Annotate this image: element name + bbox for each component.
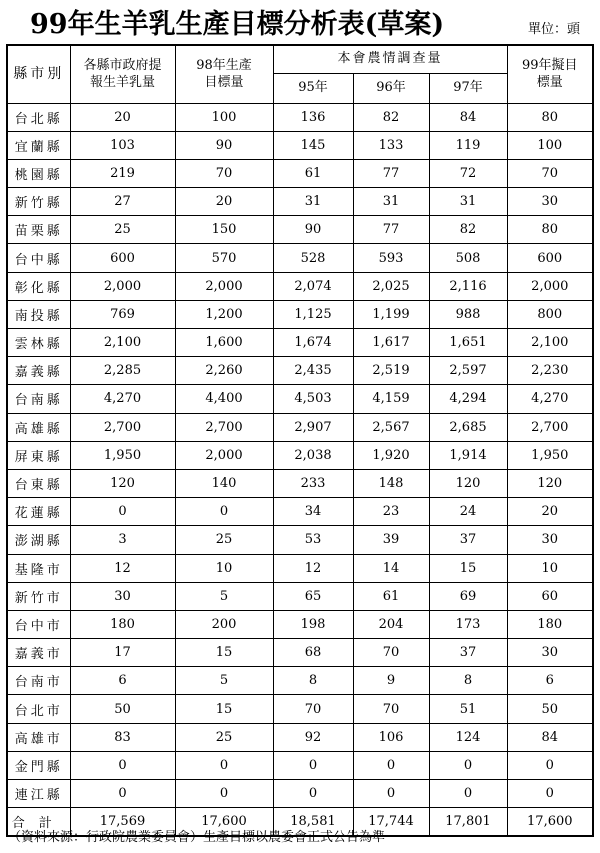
value-cell-reported: 103 (70, 131, 175, 159)
value-cell-y95: 34 (273, 498, 353, 526)
value-cell-reported: 219 (70, 159, 175, 187)
value-cell-y95: 90 (273, 216, 353, 244)
value-cell-y95: 92 (273, 723, 353, 751)
value-cell-y95: 528 (273, 244, 353, 272)
table-row (7, 582, 593, 610)
value-cell-t98: 1,200 (175, 300, 273, 328)
value-cell-y95: 0 (273, 780, 353, 808)
value-cell-reported: 12 (70, 554, 175, 582)
value-cell-t98: 10 (175, 554, 273, 582)
header-target99-text: 99年擬目標量 (522, 58, 578, 91)
county-cell: 彰化縣 (7, 272, 70, 300)
value-cell-y96: 14 (353, 554, 429, 582)
value-cell-y96: 106 (353, 723, 429, 751)
total-cell-y97: 17,801 (429, 808, 507, 836)
value-cell-reported: 20 (70, 103, 175, 131)
county-cell: 宜蘭縣 (7, 131, 70, 159)
table-row (7, 103, 593, 131)
value-cell-reported: 2,285 (70, 357, 175, 385)
value-cell-y97: 84 (429, 103, 507, 131)
value-cell-reported: 0 (70, 780, 175, 808)
value-cell-y95: 2,074 (273, 272, 353, 300)
value-cell-y96: 2,567 (353, 413, 429, 441)
value-cell-t99: 0 (507, 751, 593, 779)
value-cell-t98: 0 (175, 751, 273, 779)
value-cell-y97: 4,294 (429, 385, 507, 413)
value-cell-y97: 24 (429, 498, 507, 526)
table-row (7, 385, 593, 413)
value-cell-y97: 2,116 (429, 272, 507, 300)
value-cell-y95: 12 (273, 554, 353, 582)
unit-label: 單位：頭 (527, 22, 580, 37)
table-row (7, 498, 593, 526)
value-cell-t98: 20 (175, 188, 273, 216)
value-cell-y95: 61 (273, 159, 353, 187)
value-cell-y97: 124 (429, 723, 507, 751)
county-cell: 新竹縣 (7, 188, 70, 216)
value-cell-y97: 8 (429, 667, 507, 695)
value-cell-y95: 1,674 (273, 329, 353, 357)
value-cell-y96: 133 (353, 131, 429, 159)
value-cell-y96: 39 (353, 526, 429, 554)
value-cell-y95: 2,435 (273, 357, 353, 385)
table-row (7, 131, 593, 159)
value-cell-reported: 0 (70, 498, 175, 526)
table-row (7, 695, 593, 723)
value-cell-reported: 2,700 (70, 413, 175, 441)
value-cell-y95: 8 (273, 667, 353, 695)
value-cell-reported: 17 (70, 639, 175, 667)
table-row (7, 413, 593, 441)
value-cell-y96: 1,920 (353, 441, 429, 469)
value-cell-y97: 988 (429, 300, 507, 328)
value-cell-t98: 0 (175, 498, 273, 526)
value-cell-t99: 600 (507, 244, 593, 272)
county-cell: 澎湖縣 (7, 526, 70, 554)
value-cell-t99: 84 (507, 723, 593, 751)
value-cell-reported: 25 (70, 216, 175, 244)
table-row (7, 441, 593, 469)
county-cell: 台南市 (7, 667, 70, 695)
value-cell-t98: 2,700 (175, 413, 273, 441)
header-survey-group: 本會農情調查量 (273, 45, 507, 73)
value-cell-t99: 800 (507, 300, 593, 328)
table-row (7, 216, 593, 244)
value-cell-y96: 77 (353, 216, 429, 244)
value-cell-reported: 83 (70, 723, 175, 751)
value-cell-y95: 198 (273, 610, 353, 638)
value-cell-t99: 60 (507, 582, 593, 610)
header-y97: 97年 (429, 73, 507, 103)
value-cell-t98: 1,600 (175, 329, 273, 357)
value-cell-t98: 570 (175, 244, 273, 272)
value-cell-y97: 2,597 (429, 357, 507, 385)
value-cell-y95: 1,125 (273, 300, 353, 328)
value-cell-y97: 2,685 (429, 413, 507, 441)
value-cell-y95: 2,038 (273, 441, 353, 469)
value-cell-t99: 4,270 (507, 385, 593, 413)
county-cell: 南投縣 (7, 300, 70, 328)
value-cell-t99: 100 (507, 131, 593, 159)
data-table (6, 44, 594, 837)
value-cell-y95: 136 (273, 103, 353, 131)
table-row (7, 751, 593, 779)
table-row (7, 159, 593, 187)
value-cell-t98: 25 (175, 526, 273, 554)
title-row (0, 0, 600, 44)
header-target98 (175, 45, 273, 103)
value-cell-y96: 70 (353, 639, 429, 667)
value-cell-y95: 53 (273, 526, 353, 554)
county-cell: 花蓮縣 (7, 498, 70, 526)
value-cell-t99: 30 (507, 188, 593, 216)
value-cell-reported: 50 (70, 695, 175, 723)
value-cell-y96: 31 (353, 188, 429, 216)
value-cell-t98: 200 (175, 610, 273, 638)
value-cell-y95: 0 (273, 751, 353, 779)
value-cell-t99: 50 (507, 695, 593, 723)
value-cell-t99: 2,700 (507, 413, 593, 441)
table-row (7, 526, 593, 554)
value-cell-t98: 5 (175, 667, 273, 695)
value-cell-y96: 593 (353, 244, 429, 272)
value-cell-y96: 23 (353, 498, 429, 526)
table-row (7, 639, 593, 667)
table-row (7, 272, 593, 300)
value-cell-t98: 70 (175, 159, 273, 187)
value-cell-t99: 80 (507, 216, 593, 244)
value-cell-t98: 4,400 (175, 385, 273, 413)
footnote: （資料來源：行政院農業委員會）生產目標以農委會正式公告為準 (8, 830, 386, 845)
total-cell-y96: 17,744 (353, 808, 429, 836)
county-cell: 嘉義縣 (7, 357, 70, 385)
value-cell-t99: 80 (507, 103, 593, 131)
table-row (7, 357, 593, 385)
table-row (7, 780, 593, 808)
value-cell-y97: 15 (429, 554, 507, 582)
header-gov-reported (70, 45, 175, 103)
value-cell-reported: 1,950 (70, 441, 175, 469)
value-cell-t99: 70 (507, 159, 593, 187)
total-cell-reported: 17,569 (70, 808, 175, 836)
header-county: 縣市別 (7, 45, 70, 103)
value-cell-y97: 31 (429, 188, 507, 216)
value-cell-y97: 72 (429, 159, 507, 187)
value-cell-t99: 1,950 (507, 441, 593, 469)
value-cell-t98: 15 (175, 639, 273, 667)
county-cell: 雲林縣 (7, 329, 70, 357)
value-cell-reported: 769 (70, 300, 175, 328)
value-cell-t99: 2,100 (507, 329, 593, 357)
value-cell-y95: 65 (273, 582, 353, 610)
value-cell-y97: 37 (429, 639, 507, 667)
value-cell-y96: 2,519 (353, 357, 429, 385)
value-cell-y95: 31 (273, 188, 353, 216)
value-cell-reported: 3 (70, 526, 175, 554)
value-cell-reported: 120 (70, 469, 175, 497)
value-cell-t99: 30 (507, 526, 593, 554)
value-cell-reported: 0 (70, 751, 175, 779)
county-cell: 新竹市 (7, 582, 70, 610)
header-target99 (507, 45, 593, 103)
value-cell-y96: 4,159 (353, 385, 429, 413)
value-cell-y95: 2,907 (273, 413, 353, 441)
value-cell-t99: 30 (507, 639, 593, 667)
value-cell-reported: 2,100 (70, 329, 175, 357)
value-cell-y97: 51 (429, 695, 507, 723)
county-cell: 苗栗縣 (7, 216, 70, 244)
value-cell-t98: 25 (175, 723, 273, 751)
value-cell-y96: 82 (353, 103, 429, 131)
value-cell-t99: 10 (507, 554, 593, 582)
value-cell-y96: 0 (353, 751, 429, 779)
value-cell-y97: 69 (429, 582, 507, 610)
header-y96: 96年 (353, 73, 429, 103)
value-cell-y96: 2,025 (353, 272, 429, 300)
value-cell-t98: 100 (175, 103, 273, 131)
value-cell-reported: 30 (70, 582, 175, 610)
value-cell-y96: 1,199 (353, 300, 429, 328)
table-row (7, 667, 593, 695)
value-cell-t99: 120 (507, 469, 593, 497)
county-cell: 台中縣 (7, 244, 70, 272)
county-cell: 嘉義市 (7, 639, 70, 667)
value-cell-y96: 0 (353, 780, 429, 808)
page-title: 99年生羊乳生產目標分析表(草案) (30, 9, 445, 40)
total-cell-t99: 17,600 (507, 808, 593, 836)
total-cell-t98: 17,600 (175, 808, 273, 836)
value-cell-t98: 15 (175, 695, 273, 723)
header-y95: 95年 (273, 73, 353, 103)
value-cell-y97: 82 (429, 216, 507, 244)
value-cell-reported: 2,000 (70, 272, 175, 300)
value-cell-reported: 27 (70, 188, 175, 216)
value-cell-y97: 0 (429, 780, 507, 808)
value-cell-t98: 2,000 (175, 441, 273, 469)
value-cell-y95: 70 (273, 695, 353, 723)
county-cell: 桃園縣 (7, 159, 70, 187)
value-cell-y96: 9 (353, 667, 429, 695)
value-cell-y95: 145 (273, 131, 353, 159)
value-cell-y97: 119 (429, 131, 507, 159)
value-cell-t99: 0 (507, 780, 593, 808)
county-cell: 台南縣 (7, 385, 70, 413)
value-cell-reported: 6 (70, 667, 175, 695)
value-cell-t99: 2,000 (507, 272, 593, 300)
table-row (7, 244, 593, 272)
value-cell-reported: 180 (70, 610, 175, 638)
value-cell-t98: 2,000 (175, 272, 273, 300)
value-cell-t98: 90 (175, 131, 273, 159)
value-cell-reported: 4,270 (70, 385, 175, 413)
value-cell-t98: 140 (175, 469, 273, 497)
value-cell-y95: 68 (273, 639, 353, 667)
value-cell-t98: 0 (175, 780, 273, 808)
table-row (7, 300, 593, 328)
county-cell: 高雄市 (7, 723, 70, 751)
county-cell: 台北縣 (7, 103, 70, 131)
county-cell: 台東縣 (7, 469, 70, 497)
header-gov-reported-text: 各縣市政府提報生羊乳量 (83, 58, 162, 91)
table-row (7, 723, 593, 751)
value-cell-y97: 508 (429, 244, 507, 272)
value-cell-y95: 233 (273, 469, 353, 497)
value-cell-y96: 61 (353, 582, 429, 610)
county-cell: 高雄縣 (7, 413, 70, 441)
value-cell-t99: 180 (507, 610, 593, 638)
table-row (7, 329, 593, 357)
value-cell-t98: 150 (175, 216, 273, 244)
table-body (7, 103, 593, 836)
table-row (7, 610, 593, 638)
county-cell: 基隆市 (7, 554, 70, 582)
value-cell-y97: 0 (429, 751, 507, 779)
value-cell-y96: 204 (353, 610, 429, 638)
value-cell-y96: 148 (353, 469, 429, 497)
county-cell: 台中市 (7, 610, 70, 638)
table-row (7, 554, 593, 582)
value-cell-t98: 2,260 (175, 357, 273, 385)
value-cell-y95: 4,503 (273, 385, 353, 413)
value-cell-t99: 2,230 (507, 357, 593, 385)
county-cell: 屏東縣 (7, 441, 70, 469)
table-row (7, 469, 593, 497)
table-row (7, 188, 593, 216)
value-cell-y97: 37 (429, 526, 507, 554)
county-cell: 金門縣 (7, 751, 70, 779)
value-cell-t99: 20 (507, 498, 593, 526)
value-cell-y96: 1,617 (353, 329, 429, 357)
value-cell-y97: 1,914 (429, 441, 507, 469)
county-cell: 連江縣 (7, 780, 70, 808)
value-cell-y96: 77 (353, 159, 429, 187)
value-cell-t98: 5 (175, 582, 273, 610)
value-cell-y97: 173 (429, 610, 507, 638)
header-target98-text: 98年生產目標量 (196, 58, 252, 91)
value-cell-reported: 600 (70, 244, 175, 272)
value-cell-y96: 70 (353, 695, 429, 723)
value-cell-y97: 120 (429, 469, 507, 497)
value-cell-t99: 6 (507, 667, 593, 695)
county-cell: 台北市 (7, 695, 70, 723)
total-label: 合計 (7, 808, 70, 836)
value-cell-y97: 1,651 (429, 329, 507, 357)
total-cell-y95: 18,581 (273, 808, 353, 836)
